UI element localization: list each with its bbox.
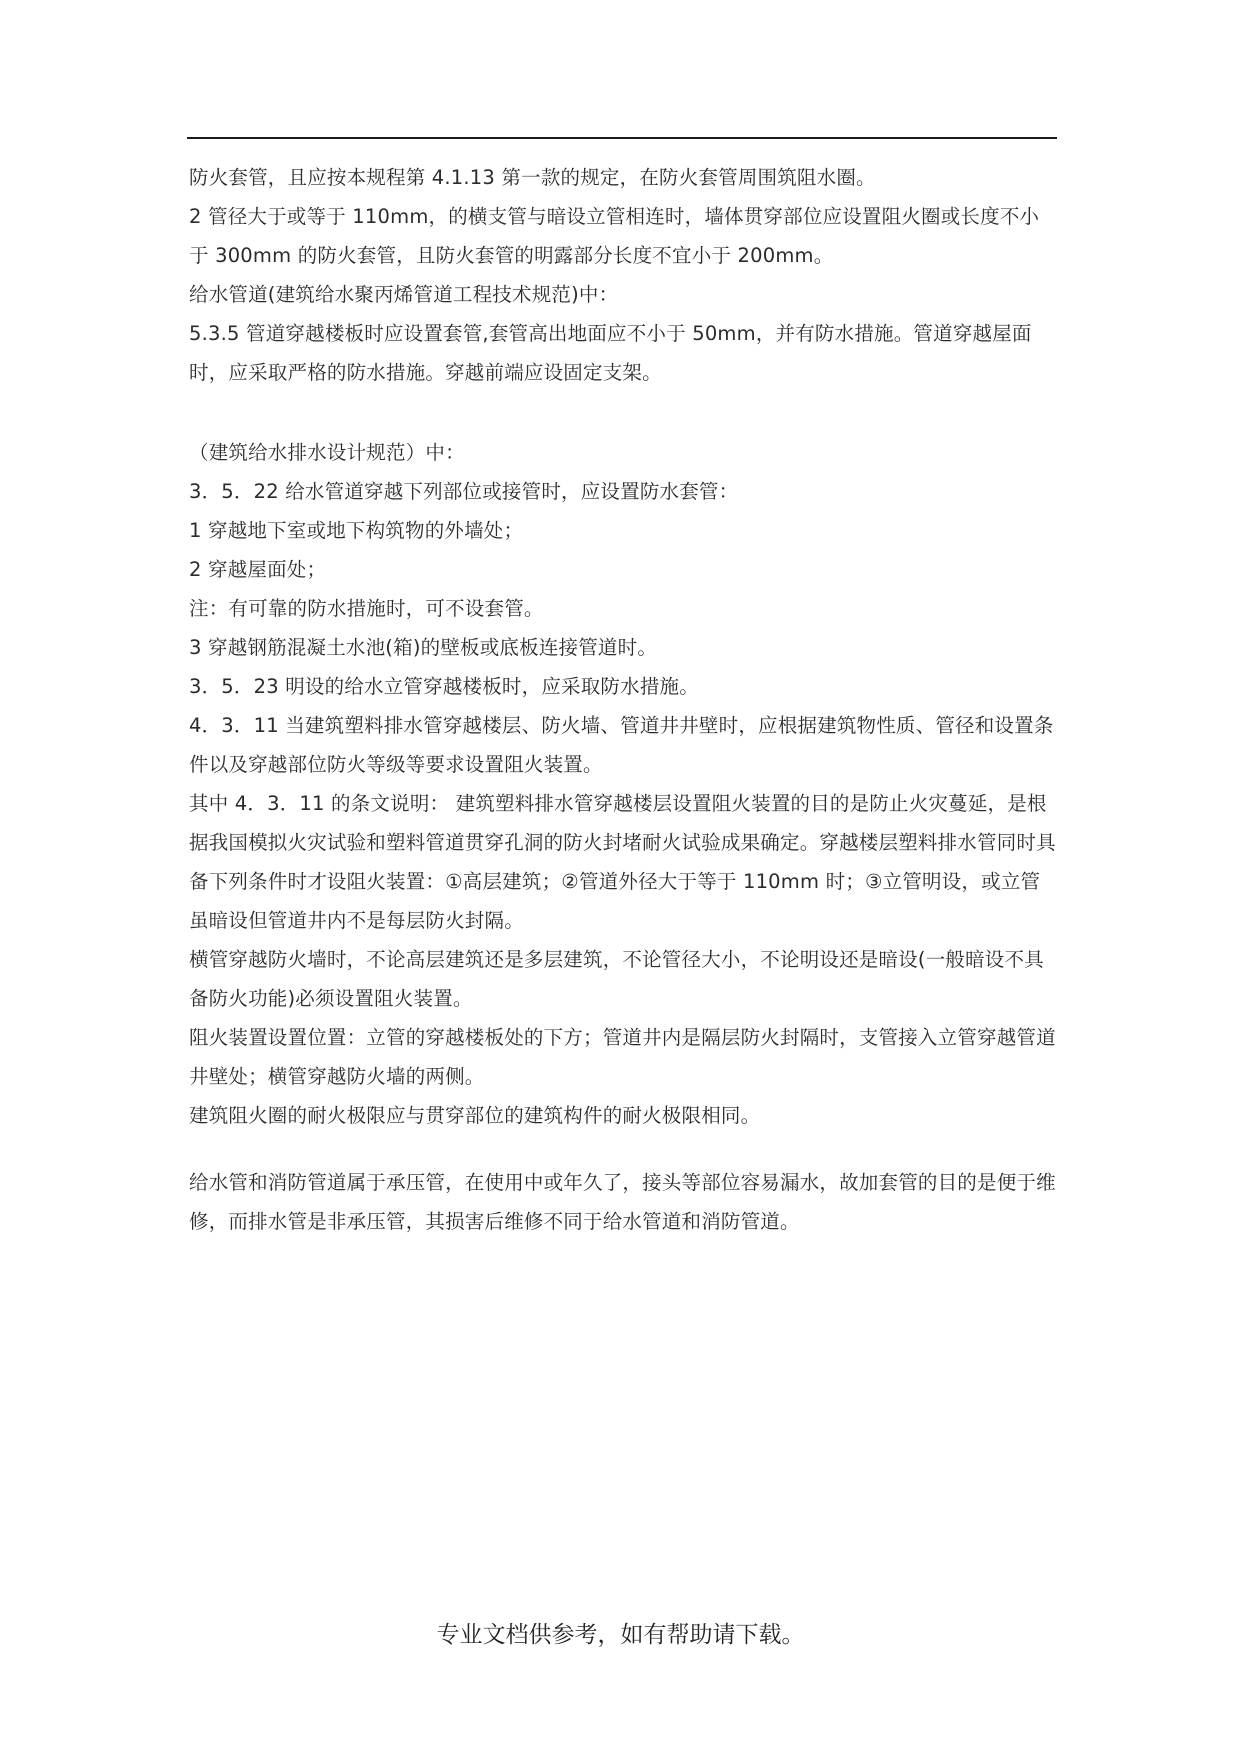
- paragraph: 给水管和消防管道属于承压管，在使用中或年久了，接头等部位容易漏水，故加套管的目的是便于维修，而排水管是非承压管，其损害后维修不同于给水管道和消防管道。: [189, 1171, 1056, 1233]
- paragraph-spacer: [189, 392, 1057, 433]
- paragraph: 注：有可靠的防水措施时，可不设套管。: [189, 597, 544, 620]
- paragraph: 防火套管，且应按本规程第 4.1.13 第一款的规定，在防火套管周围筑阻水圈。: [189, 166, 876, 189]
- paragraph: 1 穿越地下室或地下构筑物的外墙处；: [189, 519, 524, 542]
- paragraph: 横管穿越防火墙时，不论高层建筑还是多层建筑，不论管径大小，不论明设还是暗设(一般暗设不具备防火功能)必须设置阻火装置。: [189, 948, 1044, 1010]
- paragraph: 阻火装置设置位置：立管的穿越楼板处的下方；管道井内是隔层防火封隔时，支管接入立管穿越管道井壁处；横管穿越防火墙的两侧。: [189, 1026, 1056, 1088]
- paragraph: 给水管道(建筑给水聚丙烯管道工程技术规范)中：: [189, 283, 619, 306]
- paragraph: 4．3．11 当建筑塑料排水管穿越楼层、防火墙、管道井井壁时，应根据建筑物性质、管径和设置条件以及穿越部位防火等级等要求设置阻火装置。: [189, 714, 1054, 776]
- paragraph: 5.3.5 管道穿越楼板时应设置套管,套管高出地面应不小于 50mm，并有防水措施。管道穿越屋面时，应采取严格的防水措施。穿越前端应设固定支架。: [189, 322, 1032, 384]
- paragraph: 3 穿越钢筋混凝土水池(箱)的壁板或底板连接管道时。: [189, 636, 658, 659]
- paragraph: 3．5．23 明设的给水立管穿越楼板时，应采取防水措施。: [189, 675, 699, 698]
- paragraph: 2 穿越屋面处；: [189, 558, 327, 581]
- paragraph-spacer: [189, 1135, 1057, 1163]
- header-rule: [187, 137, 1057, 139]
- document-body: [189, 158, 1057, 1241]
- paragraph: 建筑阻火圈的耐火极限应与贯穿部位的建筑构件的耐火极限相同。: [189, 1104, 761, 1127]
- paragraph: 其中 4．3．11 的条文说明： 建筑塑料排水管穿越楼层设置阻火装置的目的是防止火灾蔓延，是根据我国模拟火灾试验和塑料管道贯穿孔洞的防火封堵耐火试验成果确定。穿越楼层塑料排水管同时具备下列条件时才设阻火装置：①高层建筑；②管道外径大于等于 110mm 时；③立管明设，或立管虽暗设但管道井内不是每层防火封隔。: [189, 792, 1056, 932]
- paragraph: 2 管径大于或等于 110mm，的横支管与暗设立管相连时，墙体贯穿部位应设置阻火圈或长度不小于 300mm 的防火套管，且防火套管的明露部分长度不宜小于 200mm。: [189, 205, 1040, 267]
- paragraph: 3．5．22 给水管道穿越下列部位或接管时，应设置防水套管：: [189, 480, 739, 503]
- paragraph: （建筑给水排水设计规范）中：: [189, 441, 465, 464]
- page-footer: 专业文档供参考，如有帮助请下载。: [436, 1622, 805, 1648]
